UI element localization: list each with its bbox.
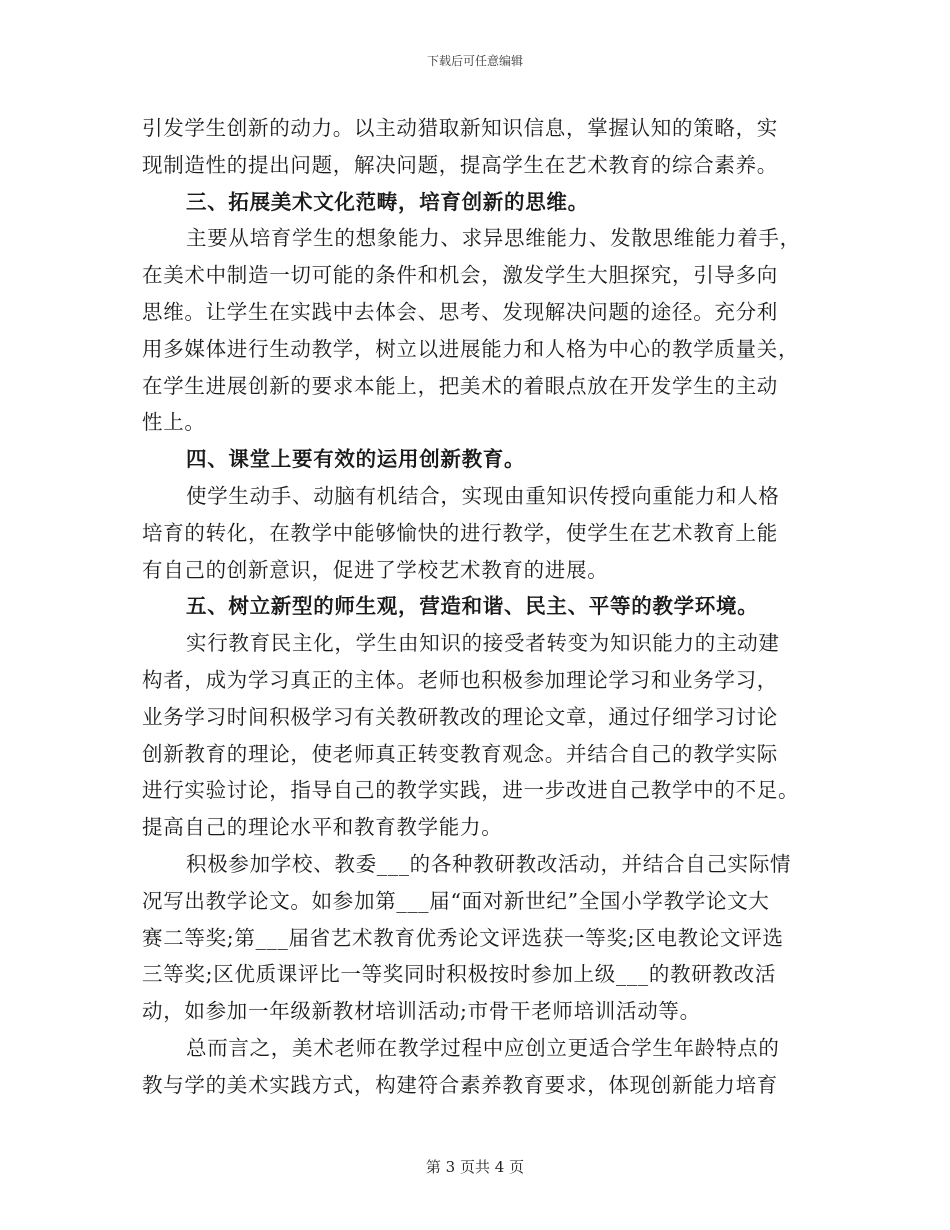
section-heading: 三、拓展美术文化范畴，培育创新的思维。 xyxy=(186,189,589,214)
text-line: 三等奖;区优质课评比一等奖同时积极按时参加上级___的教研教改活 xyxy=(142,962,777,987)
text-line: 培育的转化，在教学中能够愉快的进行教学，使学生在艺术教育上能 xyxy=(142,520,778,545)
text-line: 现制造性的提出问题，解决问题，提高学生在艺术教育的综合素养。 xyxy=(142,152,778,177)
document-body xyxy=(142,110,802,1104)
text-line: 主要从培育学生的想象能力、求异思维能力、发散思维能力着手， xyxy=(186,226,801,251)
page-footer: 第 3 页共 4 页 xyxy=(425,1158,525,1176)
text-line: 有自己的创新意识，促进了学校艺术教育的进展。 xyxy=(142,557,609,582)
text-line: 引发学生创新的动力。以主动猎取新知识信息，掌握认知的策略，实 xyxy=(142,116,778,140)
text-line: 进行实验讨论，指导自己的教学实践，进一步改进自己教学中的不足。 xyxy=(142,778,800,803)
section-heading: 五、树立新型的师生观，营造和谐、民主、平等的教学环境。 xyxy=(186,594,759,619)
page-header: 下载后可任意编辑 xyxy=(426,54,523,68)
text-line: 教与学的美术实践方式，构建符合素养教育要求，体现创新能力培育 xyxy=(142,1072,778,1097)
text-line: 况写出教学论文。如参加第___届“面对新世纪”全国小学教学论文大 xyxy=(142,888,770,913)
text-line: 赛二等奖;第___届省艺术教育优秀论文评选获一等奖;区电教论文评选 xyxy=(142,925,784,950)
text-line: 总而言之，美术老师在教学过程中应创立更适合学生年龄特点的 xyxy=(186,1035,780,1060)
text-line: 实行教育民主化，学生由知识的接受者转变为知识能力的主动建 xyxy=(186,631,780,656)
text-line: 构者，成为学习真正的主体。老师也积极参加理论学习和业务学习， xyxy=(142,667,778,692)
text-line: 在美术中制造一切可能的条件和机会，激发学生大胆探究，引导多向 xyxy=(142,263,778,288)
text-line: 在学生进展创新的要求本能上，把美术的着眼点放在开发学生的主动 xyxy=(142,373,778,398)
text-line: 动，如参加一年级新教材培训活动;市骨干老师培训活动等。 xyxy=(142,999,701,1024)
text-line: 创新教育的理论，使老师真正转变教育观念。并结合自己的教学实际 xyxy=(142,741,778,766)
section-heading: 四、课堂上要有效的运用创新教育。 xyxy=(186,447,526,472)
text-line: 使学生动手、动脑有机结合，实现由重知识传授向重能力和人格 xyxy=(186,483,780,508)
text-line: 性上。 xyxy=(142,410,206,435)
text-line: 用多媒体进行生动教学，树立以进展能力和人格为中心的教学质量关， xyxy=(142,336,800,361)
text-line: 积极参加学校、教委___的各种教研教改活动，并结合自己实际情 xyxy=(186,851,792,876)
text-line: 思维。让学生在实践中去体会、思考、发现解决问题的途径。充分利 xyxy=(142,299,778,324)
text-line: 业务学习时间积极学习有关教研教改的理论文章，通过仔细学习讨论 xyxy=(142,704,778,729)
text-line: 提高自己的理论水平和教育教学能力。 xyxy=(142,815,503,840)
